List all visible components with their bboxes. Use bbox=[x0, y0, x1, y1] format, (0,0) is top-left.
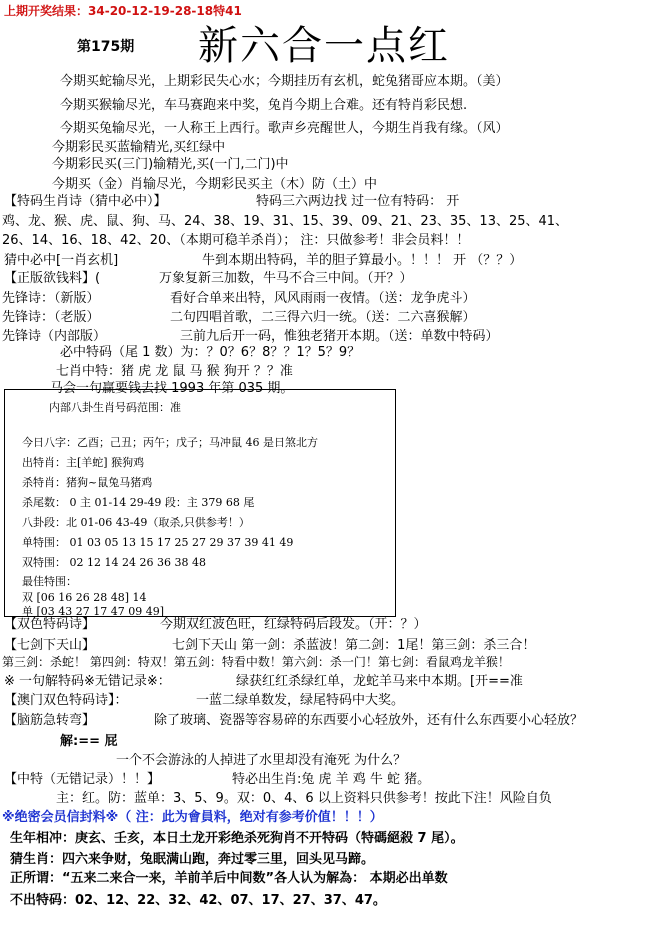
vip-line bbox=[2, 806, 383, 825]
macau-label: 【澳门双色特码诗】： bbox=[4, 693, 128, 708]
one-sentence-text: 绿获红红杀绿红单，龙蛇羊马来中本期。[开==准 bbox=[236, 674, 523, 689]
zhengban-label: 【正版欲钱料】( bbox=[4, 271, 101, 286]
box-line-5: 八卦段：北 01-06 43-49（取杀,只供参考！） bbox=[22, 516, 250, 529]
box-line-1: 今日八字：乙酉；己丑；丙午；戊子；马冲鼠 46 是日煞北方 bbox=[22, 436, 318, 449]
vip-line-text: ※绝密会员信封料※（ 注：此为會員料，绝对有参考价值！！！） bbox=[2, 810, 383, 825]
answer-line: 正所谓：“五来二来合一来，羊前羊后中间数”各人认为解為： 本期必出单数 bbox=[10, 871, 448, 886]
brain-text: 除了玻璃、瓷器等容易碎的东西要小心轻放外，还有什么东西要小心轻放？ bbox=[154, 713, 584, 728]
tail-line: 必中特码（尾 1 数）为：？0？6？8？？1？5？9？ bbox=[60, 345, 361, 360]
no-out-line: 不出特码：02、12、22、32、42、07、17、27、37、47。 bbox=[10, 893, 386, 908]
box-line-3: 杀特肖：猪狗~鼠兔马猪鸡 bbox=[22, 476, 153, 489]
intro-line-1: 今期买蛇输尽光，上期彩民失心水；今期挂历有玄机，蛇兔猪哥应本期。（美） bbox=[60, 74, 509, 89]
one-sentence-label: ※ 一句解特码※无错记录※： bbox=[4, 674, 171, 689]
issue-number: 第175期 bbox=[77, 39, 135, 55]
sword-line-2: 第三剑：杀蛇！ 第四剑：特双！第五剑：特看中数！第六剑：杀一门！第七剑：看鼠鸡龙羊猴！ bbox=[2, 655, 510, 669]
intro-line-3: 今期买兔输尽光，一人称王上西行。歌声乡亮醒世人，今期生肖我有缘。（风） bbox=[60, 121, 509, 136]
box-line-7: 双特围： 02 12 14 24 26 36 38 48 bbox=[22, 556, 206, 569]
guess-text: 牛到本期出特码，羊的胆子算最小。！！！ 开 （？？） bbox=[202, 253, 523, 268]
guess-label: 猜中必中[一肖玄机] bbox=[4, 253, 119, 268]
horse-line: 马会一句赢要钱去找 1993 年第 035 期。 bbox=[50, 381, 294, 396]
sword-text: 七剑下天山 第一剑：杀蓝波！第二剑：1尾！第三剑：杀三合！ bbox=[172, 638, 536, 653]
clash-line: 生年相冲：庚玄、壬亥，本日土龙开彩绝杀死狗肖不开特码（特碼絕殺 7 尾）。 bbox=[10, 831, 464, 846]
main-line: 主：红。防：蓝单：3、5、9。双：0、4、6 以上资料只供参考！按此下注！风险自负 bbox=[56, 791, 552, 806]
seven-line: 七肖中特：猪 虎 龙 鼠 马 猴 狗开 ？？准 bbox=[56, 364, 293, 379]
box-line-4: 杀尾数： 0 主 01-14 29-49 段：主 379 68 尾 bbox=[22, 496, 255, 509]
zhongte-label: 【中特（无错记录）！！】 bbox=[4, 772, 161, 787]
color-label: 【双色特码诗】 bbox=[4, 617, 96, 632]
box-line-6: 单特围： 01 03 05 13 15 17 25 27 29 37 39 41 49 bbox=[22, 536, 294, 549]
sword-label: 【七剑下天山】 bbox=[4, 638, 96, 653]
pioneer-2-text: 二句四唱首歌，二三得六归一统。（送：二六喜猴解） bbox=[170, 310, 476, 325]
pioneer-1-text: 看好合单来出特，风风雨雨一夜情。（送：龙争虎斗） bbox=[170, 291, 476, 306]
pioneer-1-label: 先锋诗：（新版） bbox=[2, 291, 100, 306]
zhengban-text: 万象复新三加数，牛马不合三中间。（开？） bbox=[159, 271, 413, 286]
internal-bagua-box bbox=[4, 389, 396, 617]
box-line-8: 最佳特围： bbox=[22, 575, 77, 588]
macau-text: 一蓝二绿单数发，绿尾特码中大奖。 bbox=[196, 693, 405, 708]
poem-title: 【特码生肖诗（猜中必中）】 bbox=[4, 194, 167, 209]
zodiac-numbers: 鸡、龙、猴、虎、鼠、狗、马、24、38、19、31、15、39、09、21、23、35、13、25、41、 bbox=[2, 214, 569, 229]
zodiac-numbers-2: 26、14、16、18、42、20、（本期可稳羊杀肖）； 注：只做参考！非会员料！！ bbox=[2, 233, 470, 248]
riddle-answer: 解:== 屁 bbox=[60, 734, 118, 749]
pioneer-3-label: 先锋诗（内部版） bbox=[2, 329, 107, 344]
zhongte-text: 特必出生肖:兔 虎 羊 鸡 牛 蛇 猪。 bbox=[232, 772, 431, 787]
box-title: 内部八卦生肖号码范围：准 bbox=[49, 401, 181, 414]
riddle: 一个不会游泳的人掉进了水里却没有淹死 为什么？ bbox=[116, 753, 407, 768]
intro-line-6: 今期买（金）肖输尽光，今期彩民买主（木）防（土）中 bbox=[52, 177, 378, 192]
last-result-value: 34-20-12-19-28-18特41 bbox=[88, 4, 242, 18]
intro-line-4: 今期彩民买蓝输精光,买红绿中 bbox=[52, 140, 226, 155]
poem-text: 特码三六两边找 过一位有特码： 开 bbox=[256, 194, 460, 209]
page-title: 新六合一点红 bbox=[198, 23, 450, 69]
intro-line-2: 今期买猴输尽光，车马赛跑来中奖，兔肖今期上合难。还有特肖彩民想. bbox=[60, 98, 468, 113]
box-line-10: 单 [03 43 27 17 47 09 49] bbox=[22, 605, 165, 618]
pioneer-3-text: 三前九后开一码，惟独老猪开本期。（送：单数中特码） bbox=[180, 329, 499, 344]
last-result-label: 上期开奖结果： bbox=[4, 4, 89, 18]
pioneer-2-label: 先锋诗：（老版） bbox=[2, 310, 100, 325]
guess-zodiac-line: 猜生肖：四六来争财，兔眠满山跑，奔过零三里，回头见马蹄。 bbox=[10, 852, 375, 867]
box-line-9: 双 [06 16 26 28 48] 14 bbox=[22, 591, 147, 604]
color-text: 今期双红波色旺，红绿特码后段发。（开：？） bbox=[160, 617, 427, 632]
brain-label: 【脑筋急转弯】 bbox=[4, 713, 96, 728]
intro-line-5: 今期彩民买(三门)输精光,买(一门,二门)中 bbox=[52, 157, 289, 172]
box-line-2: 出特肖：主[羊蛇] 猴狗鸡 bbox=[22, 456, 145, 469]
